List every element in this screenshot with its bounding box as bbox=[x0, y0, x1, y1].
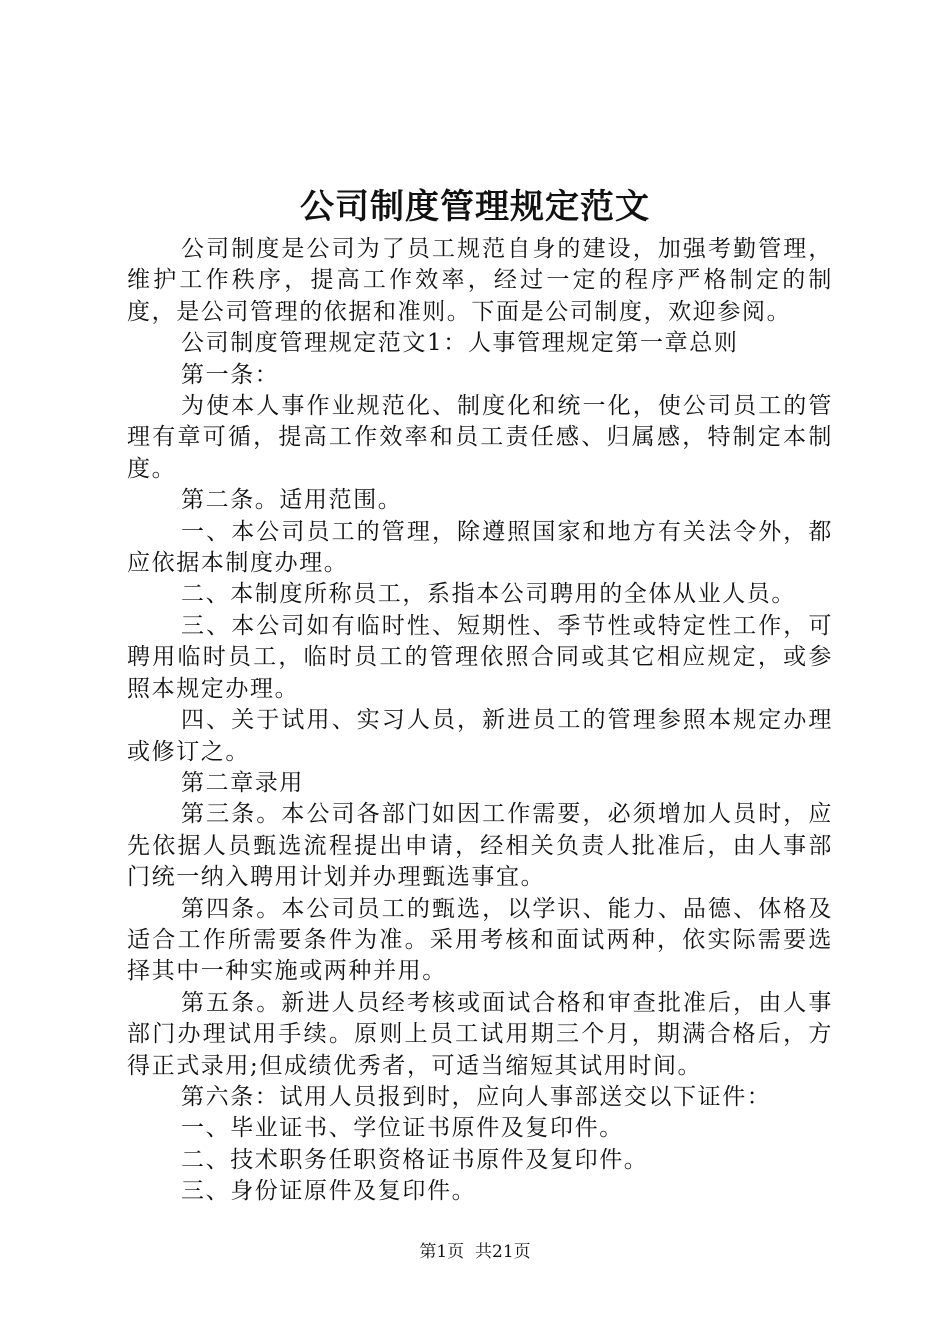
document-title: 公司制度管理规定范文 bbox=[300, 187, 650, 227]
footer-spacer bbox=[464, 1242, 475, 1262]
paragraph-list-item: 三、身份证原件及复印件。 bbox=[181, 1178, 477, 1205]
paragraph: 一、本公司员工的管理，除遵照国家和地方有关法令外，都应依据本制度办理。 bbox=[127, 518, 833, 577]
paragraph-article-1: 第一条： bbox=[181, 361, 280, 388]
paragraph-section-heading: 公司制度管理规定范文1：人事管理规定第一章总则 bbox=[181, 330, 739, 357]
paragraph-article-6: 第六条：试用人员报到时，应向人事部送交以下证件： bbox=[181, 1083, 772, 1110]
paragraph: 为使本人事作业规范化、制度化和统一化，使公司员工的管理有章可循，提高工作效率和员工责任感、归属感，特制定本制度。 bbox=[127, 393, 833, 482]
page-number: 第1页 bbox=[419, 1242, 465, 1262]
paragraph: 二、本制度所称员工，系指本公司聘用的全体从业人员。 bbox=[181, 581, 796, 608]
page-total: 共21页 bbox=[475, 1242, 531, 1262]
paragraph-article-5: 第五条。新进人员经考核或面试合格和审查批准后，由人事部门办理试用手续。原则上员工试用期三个月，期满合格后，方得正式录用;但成绩优秀者，可适当缩短其试用时间。 bbox=[127, 989, 833, 1079]
paragraph-intro: 公司制度是公司为了员工规范自身的建设，加强考勤管理，维护工作秩序，提高工作效率，经过一定的程序严格制定的制度，是公司管理的依据和准则。下面是公司制度，欢迎参阅。 bbox=[127, 236, 833, 325]
paragraph-chapter-2: 第二章录用 bbox=[181, 769, 304, 796]
paragraph: 三、本公司如有临时性、短期性、季节性或特定性工作，可聘用临时员工，临时员工的管理依照合同或其它相应规定，或参照本规定办理。 bbox=[127, 612, 833, 702]
paragraph-article-2: 第二条。适用范围。 bbox=[181, 487, 403, 514]
page-footer bbox=[0, 1240, 950, 1264]
paragraph-list-item: 一、毕业证书、学位证书原件及复印件。 bbox=[181, 1115, 624, 1142]
paragraph: 四、关于试用、实习人员，新进员工的管理参照本规定办理或修订之。 bbox=[127, 707, 833, 765]
paragraph-list-item: 二、技术职务任职资格证书原件及复印件。 bbox=[181, 1146, 649, 1173]
document-body bbox=[127, 234, 833, 1208]
paragraph-article-3: 第三条。本公司各部门如因工作需要，必须增加人员时，应先依据人员甄选流程提出申请，经相关负责人批准后，由人事部门统一纳入聘用计划并办理甄选事宜。 bbox=[127, 801, 833, 891]
paragraph-article-4: 第四条。本公司员工的甄选，以学识、能力、品德、体格及适合工作所需要条件为准。采用考核和面试两种，依实际需要选择其中一种实施或两种并用。 bbox=[127, 895, 833, 985]
